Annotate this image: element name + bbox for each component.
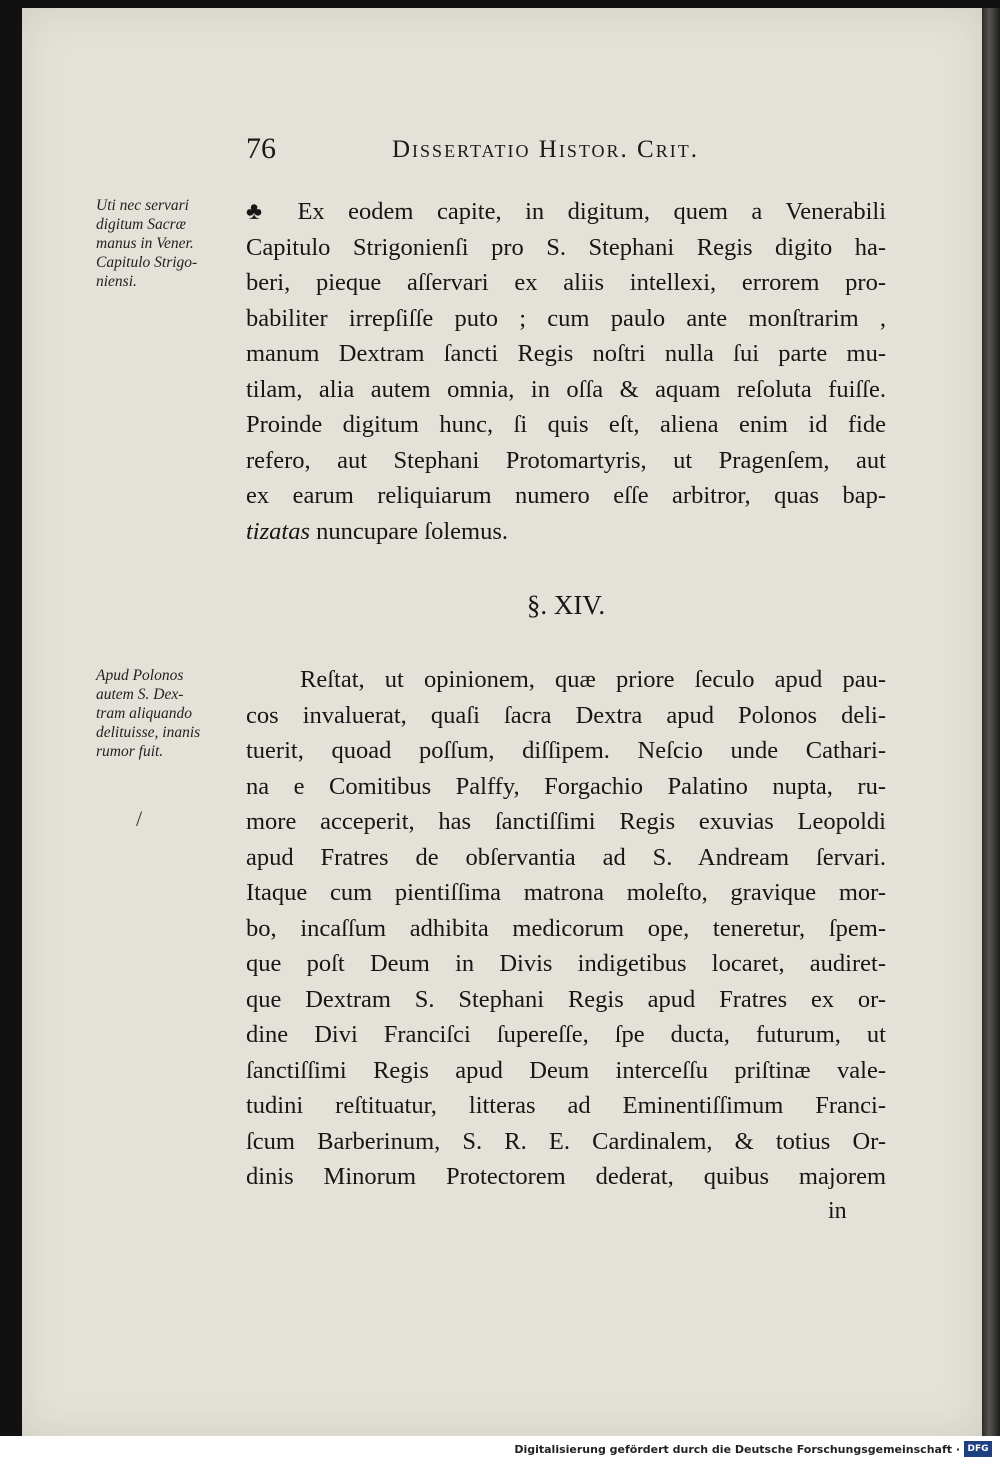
margin-note-line: tram aliquando bbox=[96, 705, 193, 722]
text-line: babiliter irrepſiſſe puto ; cum paulo ante monſtrarim , bbox=[246, 304, 886, 332]
dfg-logo-icon: DFG bbox=[964, 1441, 992, 1457]
text-line: Capitulo Strigonienſi pro S. Stephani Regis digito ha- bbox=[246, 233, 886, 261]
margin-note-2 bbox=[96, 666, 246, 761]
catchword: in bbox=[828, 1198, 847, 1224]
text-line: refero, aut Stephani Protomartyris, ut Pragenſem, aut bbox=[246, 446, 886, 474]
text-line: que Dextram S. Stephani Regis apud Fratres ex or- bbox=[246, 985, 886, 1013]
text-line: apud Fratres de obſervantia ad S. Andream ſervari. bbox=[246, 843, 886, 871]
text-line: bo, incaſſum adhibita medicorum ope, teneretur, ſpem- bbox=[246, 914, 886, 942]
page-number: 76 bbox=[246, 132, 276, 165]
margin-note-line: manus in Vener. bbox=[96, 235, 194, 252]
footer-bar bbox=[0, 1436, 1000, 1466]
text-line: tilam, alia autem omnia, in oſſa & aquam reſoluta fuiſſe. bbox=[246, 375, 886, 403]
text-line: Itaque cum pientiſſima matrona moleſto, gravique mor- bbox=[246, 879, 886, 906]
italic-word: tizatas bbox=[246, 517, 310, 545]
text-line: manum Dextram ſancti Regis noſtri nulla ſui parte mu- bbox=[246, 340, 886, 367]
margin-note-1 bbox=[96, 196, 246, 291]
paragraph-1 bbox=[246, 194, 886, 549]
text-line: tizatas nuncupare ſolemus. bbox=[246, 517, 508, 545]
paragraph-mark: ♣ bbox=[246, 198, 280, 225]
margin-note-line: niensi. bbox=[96, 273, 137, 290]
text-line: more acceperit, has ſanctiſſimi Regis exuvias Leopoldi bbox=[246, 808, 886, 835]
text-line: ♣ Ex eodem capite, in digitum, quem a Venerabili bbox=[246, 198, 886, 225]
running-head: Dissertatio Histor. Crit. bbox=[392, 136, 699, 163]
paragraph-2 bbox=[246, 662, 886, 1195]
text-line: ſanctiſſimi Regis apud Deum interceſſu priſtinæ vale- bbox=[246, 1056, 886, 1084]
margin-tick: / bbox=[136, 806, 143, 831]
margin-note-line: Uti nec servari bbox=[96, 197, 189, 214]
text-line: ex earum reliquiarum numero eſſe arbitror, quas bap- bbox=[246, 482, 886, 509]
text-line: tudini reſtituatur, litteras ad Eminentiſſimum Franci- bbox=[246, 1092, 886, 1119]
text-line: Proinde digitum hunc, ſi quis eſt, aliena enim id fide bbox=[246, 411, 886, 438]
margin-note-line: Capitulo Strigo- bbox=[96, 254, 198, 271]
margin-note-line: digitum Sacræ bbox=[96, 216, 186, 233]
text-line: cos invaluerat, quaſi ſacra Dextra apud Polonos deli- bbox=[246, 701, 886, 729]
margin-note-line: Apud Polonos bbox=[96, 667, 184, 684]
footer-credit: Digitalisierung gefördert durch die Deutsche Forschungsgemeinschaft · bbox=[514, 1443, 960, 1456]
text-line: ſcum Barberinum, S. R. E. Cardinalem, & totius Or- bbox=[246, 1127, 886, 1155]
margin-note-line: delituisse, inanis bbox=[96, 724, 201, 741]
margin-note-line: rumor fuit. bbox=[96, 743, 164, 760]
margin-note-line: autem S. Dex- bbox=[96, 686, 184, 703]
text-line: beri, pieque aſſervari ex aliis intellexi, errorem pro- bbox=[246, 269, 886, 296]
page-edge bbox=[982, 8, 1000, 1436]
section-heading: §. XIV. bbox=[526, 590, 606, 620]
text-line: na e Comitibus Palffy, Forgachio Palatino nupta, ru- bbox=[246, 772, 886, 800]
text-line: Reſtat, ut opinionem, quæ priore ſeculo apud pau- bbox=[300, 666, 886, 693]
text-line: tuerit, quoad poſſum, diſſipem. Neſcio unde Cathari- bbox=[246, 737, 886, 764]
text-line: dinis Minorum Protectorem dederat, quibus majorem bbox=[246, 1163, 886, 1190]
text-line: que poſt Deum in Divis indigetibus locaret, audiret- bbox=[246, 950, 886, 977]
text-line: dine Divi Franciſci ſupereſſe, ſpe ducta, futurum, ut bbox=[246, 1021, 886, 1048]
